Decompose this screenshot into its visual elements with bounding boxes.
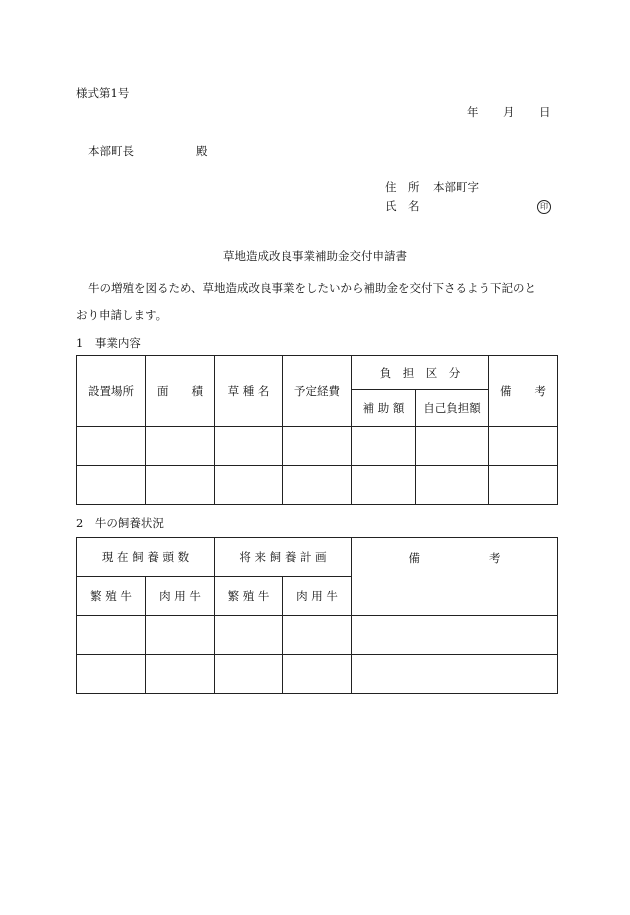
header-future-plan: 将 来 飼 養 計 画 [215,538,352,577]
table-row [77,616,558,655]
date-year-label: 年 [467,105,479,119]
applicant-address-value: 本部町字 [433,180,479,194]
header-remarks: 備 考 [489,356,558,427]
header-grass-type: 草 種 名 [215,356,283,427]
table-cell[interactable] [77,427,146,466]
seal-icon: 印 [537,200,551,214]
project-content-table [76,355,558,505]
body-line-1: 牛の増殖を図るため、草地造成改良事業をしたいから補助金を交付下さるよう下記のと [88,281,537,295]
seal-mark [537,198,551,214]
header-area: 面 積 [146,356,215,427]
table-cell[interactable] [283,655,352,694]
table-cell[interactable] [416,427,489,466]
livestock-table [76,537,558,694]
header-beef-cattle-current: 肉 用 牛 [146,577,215,616]
header-burden: 負 担 区 分 [352,356,489,390]
header-planned-cost: 予定経費 [283,356,352,427]
table-cell[interactable] [77,466,146,505]
form-number: 様式第1号 [76,86,130,100]
header-self-burden: 自己負担額 [416,390,489,427]
table-cell[interactable] [352,466,416,505]
table-row [77,427,558,466]
table-cell[interactable] [77,616,146,655]
table-cell[interactable] [352,655,558,694]
table-cell[interactable] [146,616,215,655]
addressee-title: 本部町長 [88,144,134,158]
applicant-name-label: 氏 名 [385,199,420,213]
header-subsidy: 補 助 額 [352,390,416,427]
table-cell[interactable] [283,466,352,505]
table-cell[interactable] [215,427,283,466]
table-cell[interactable] [146,655,215,694]
table-cell[interactable] [215,655,283,694]
section-1-heading: 1 事業内容 [76,336,141,350]
table-cell[interactable] [146,427,215,466]
header-remarks-2: 備 考 [352,538,558,616]
document-title: 草地造成改良事業補助金交付申請書 [223,249,407,263]
table-cell[interactable] [215,616,283,655]
date-month-label: 月 [503,105,515,119]
header-breeding-cattle-future: 繁 殖 牛 [215,577,283,616]
table-cell[interactable] [283,616,352,655]
applicant-address-label: 住 所 [385,180,420,194]
header-current-count: 現 在 飼 養 頭 数 [77,538,215,577]
table-cell[interactable] [215,466,283,505]
date-day-label: 日 [539,105,551,119]
body-line-2: おり申請します。 [76,308,168,322]
header-location: 設置場所 [77,356,146,427]
table-cell[interactable] [489,466,558,505]
header-breeding-cattle-current: 繁 殖 牛 [77,577,146,616]
table-cell[interactable] [352,427,416,466]
table-cell[interactable] [146,466,215,505]
header-beef-cattle-future: 肉 用 牛 [283,577,352,616]
addressee-honorific: 殿 [196,144,208,158]
section-2-heading: 2 牛の飼養状況 [76,516,164,530]
table-cell[interactable] [77,655,146,694]
table-cell[interactable] [416,466,489,505]
table-cell[interactable] [352,616,558,655]
table-cell[interactable] [283,427,352,466]
table-row [77,655,558,694]
table-row [77,466,558,505]
table-cell[interactable] [489,427,558,466]
